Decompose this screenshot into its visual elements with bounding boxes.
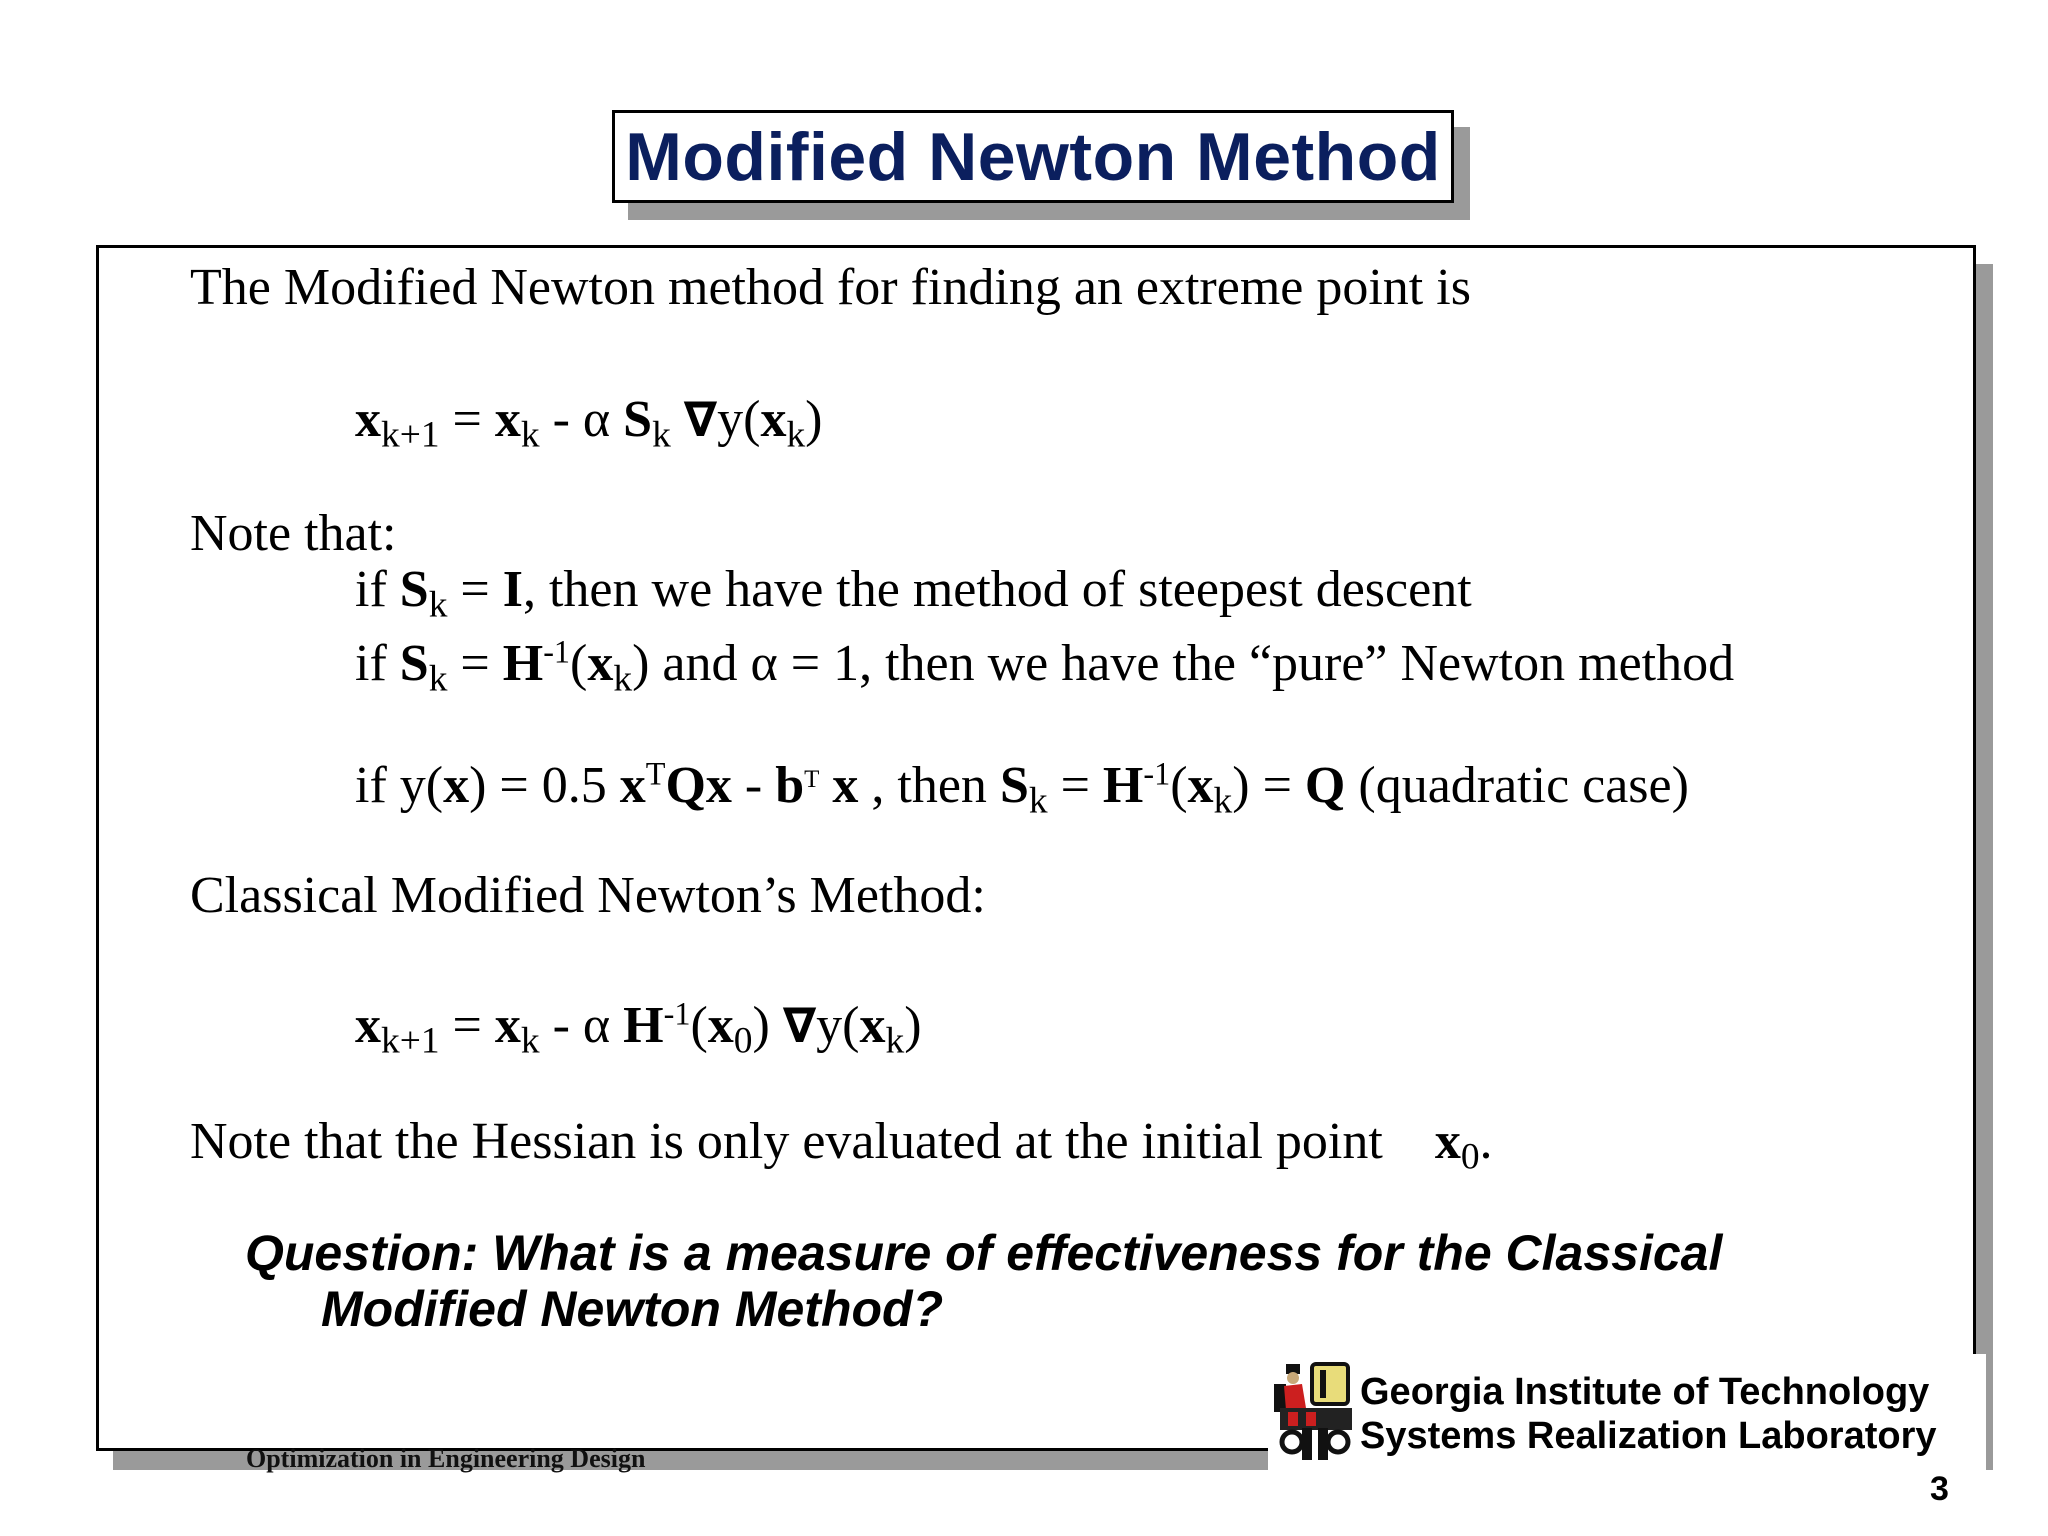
question-line-1: Question: What is a measure of effectiveness for the Classical [245,1225,1723,1281]
hessian-note: Note that the Hessian is only evaluated at the initial point $x_0$. [190,1113,1493,1178]
intro-text: The Modified Newton method for finding an extreme point is [190,259,1471,316]
question-text [245,1225,1722,1337]
ramblin-wreck-logo-icon [1272,1356,1358,1460]
classical-formula: $x_{k+1} = x_k - \alpha$ $H^{-1}(x_0)$ $\nabla y(x_k)$ [355,995,922,1062]
title-box [612,110,1454,203]
iteration-formula: $x_{k+1} = x_k - \alpha$ $S_k$ $\nabla y(x_k)$ [355,391,823,456]
question-line-2: Modified Newton Method? [321,1281,944,1337]
slide-title: Modified Newton Method [625,118,1441,195]
pure-newton-case: if $S_k = H^{-1}(x_k)$ and α = 1, then we have the “pure” Newton method [355,633,1735,700]
institute-name: Georgia Institute of Technology [1360,1371,1930,1413]
course-name: Optimization in Engineering Design [246,1444,646,1473]
classical-heading: Classical Modified Newton’s Method: [190,867,986,924]
quadratic-case: if y(x) = 0.5 $x^TQx - b^T$ x , then $S_k = H^{-1}(x_k) = Q$ (quadratic case) [355,755,1689,822]
note-that-label: Note that: [190,505,397,562]
steepest-descent-case: if $S_k = I$, then we have the method of steepest descent [355,561,1472,626]
institute-block [1360,1370,1937,1458]
page-number: 3 [1930,1470,1949,1508]
lab-name: Systems Realization Laboratory [1360,1415,1937,1457]
